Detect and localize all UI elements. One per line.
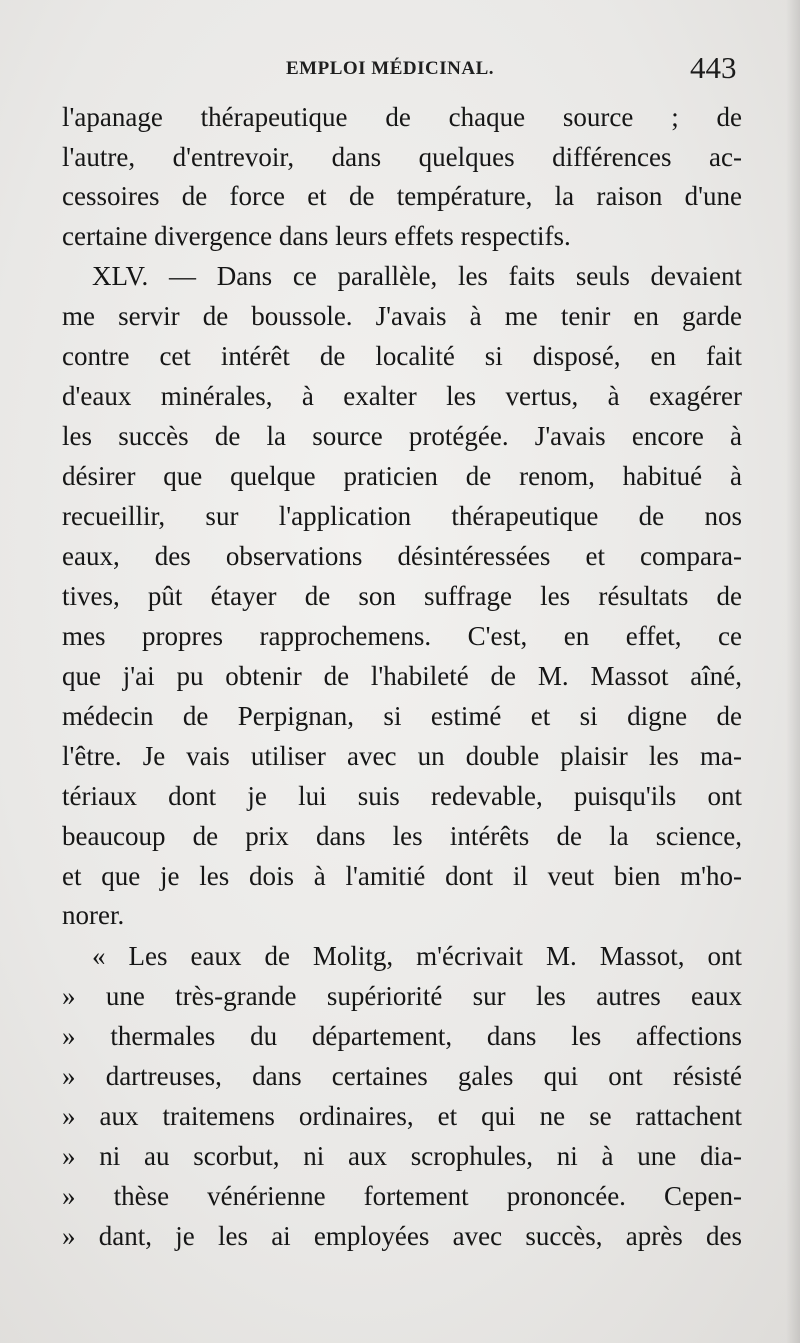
section-heading-line: XLV. — Dans ce parallèle, les faits seuls devaient [92, 261, 742, 291]
text-line: certaine divergence dans leurs effets respectifs. [62, 221, 571, 251]
text-line: norer. [62, 900, 125, 930]
text-line: eaux, des observations désintéressées et compara- [62, 541, 742, 571]
quote-line: » ni au scorbut, ni aux scrophules, ni à une dia- [62, 1141, 742, 1171]
quote-line: » aux traitemens ordinaires, et qui ne se rattachent [62, 1101, 742, 1131]
text-line: d'eaux minérales, à exalter les vertus, à exagérer [62, 381, 742, 411]
text-line: que j'ai pu obtenir de l'habileté de M. Massot aîné, [62, 661, 742, 691]
page-number: 443 [690, 50, 737, 85]
quote-line: » thèse vénérienne fortement prononcée. Cepen- [62, 1181, 742, 1211]
page-edge-shadow [786, 0, 800, 1343]
running-head: EMPLOI MÉDICINAL. [286, 58, 495, 79]
text-line: l'autre, d'entrevoir, dans quelques différences ac- [62, 142, 742, 172]
quote-line: » thermales du département, dans les affections [62, 1021, 742, 1051]
quote-line: » dartreuses, dans certaines gales qui ont résisté [62, 1061, 742, 1091]
text-line: et que je les dois à l'amitié dont il veut bien m'ho- [62, 861, 742, 891]
text-line: médecin de Perpignan, si estimé et si digne de [62, 701, 742, 731]
quote-line: » dant, je les ai employées avec succès, après des [62, 1221, 742, 1251]
text-line: recueillir, sur l'application thérapeutique de nos [62, 501, 742, 531]
quote-line: « Les eaux de Molitg, m'écrivait M. Massot, ont [92, 941, 742, 971]
text-line: tériaux dont je lui suis redevable, puisqu'ils ont [62, 781, 742, 811]
text-line: les succès de la source protégée. J'avais encore à [62, 421, 742, 451]
text-line: cessoires de force et de température, la raison d'une [62, 181, 742, 211]
text-line: tives, pût étayer de son suffrage les résultats de [62, 581, 742, 611]
text-line: contre cet intérêt de localité si disposé, en fait [62, 341, 742, 371]
text-line: me servir de boussole. J'avais à me tenir en garde [62, 301, 742, 331]
text-line: beaucoup de prix dans les intérêts de la science, [62, 821, 742, 851]
text-line: l'être. Je vais utiliser avec un double plaisir les ma- [62, 741, 742, 771]
text-line: l'apanage thérapeutique de chaque source ; de [62, 102, 742, 132]
quote-line: » une très-grande supériorité sur les autres eaux [62, 981, 742, 1011]
text-line: désirer que quelque praticien de renom, habitué à [62, 461, 742, 491]
text-line: mes propres rapprochemens. C'est, en effet, ce [62, 621, 742, 651]
